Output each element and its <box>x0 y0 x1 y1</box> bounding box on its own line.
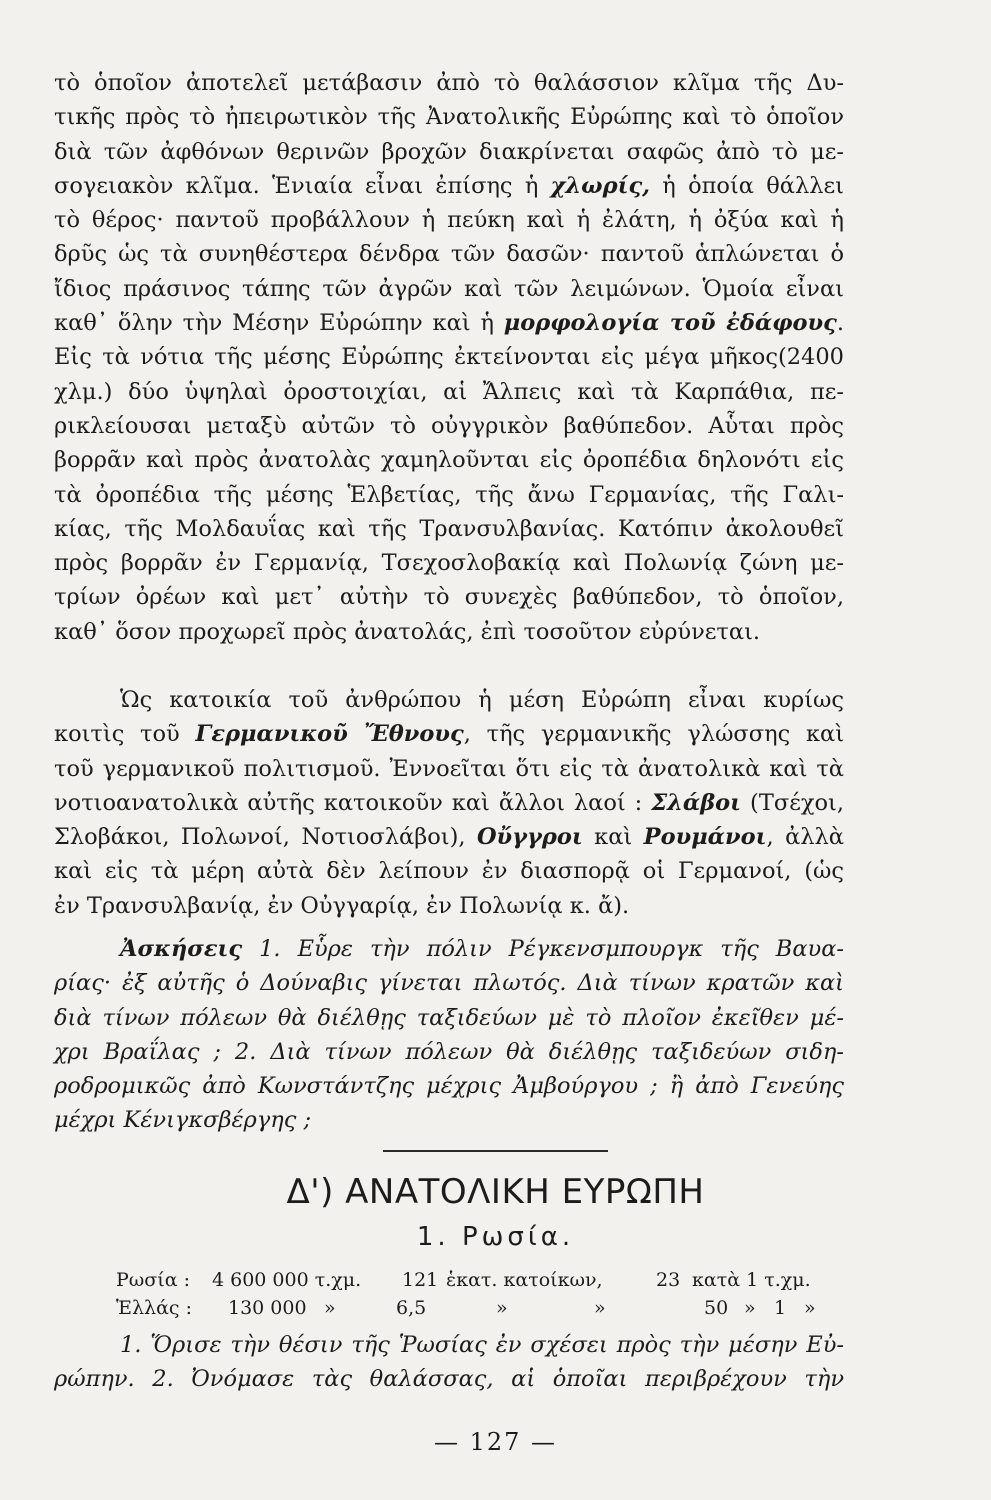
text-line: ροδρομικῶς ἀπὸ Κωνστάντζης μέχρις Ἀμβούργου ; ἢ ἀπὸ Γενεύης <box>54 1073 844 1100</box>
exercises-label: Ἀσκήσεις <box>120 936 243 962</box>
text-line: ρίας· ἐξ αὐτῆς ὁ Δούναβις γίνεται πλωτός. Διὰ τίνων κρατῶν καὶ <box>54 970 844 997</box>
text-line: τικῆς πρὸς τὸ ἠπειρωτικὸν τῆς Ἀνατολικῆς Εὐρώπης καὶ τὸ ὁποῖον <box>54 104 844 131</box>
emphasis-romanians: Ρουμάνοι <box>643 824 767 851</box>
text-line: καὶ εἰς τὰ μέρη αὐτὰ δὲν λείπουν ἐν διασπορᾷ οἱ Γερμανοί, (ὡς <box>54 858 844 885</box>
text-line: βορρᾶν καὶ πρὸς ἀνατολὰς χαμηλοῦνται εἰς ὀροπέδια δηλονότι εἰς <box>54 447 844 474</box>
text-line: τὸ ὁποῖον ἀποτελεῖ μετάβασιν ἀπὸ τὸ θαλάσσιον κλῖμα τῆς Δυ- <box>54 70 844 96</box>
text-line: δρῦς ὡς τὰ συνηθέστερα δένδρα τῶν δασῶν· παντοῦ ἁπλώνεται ὁ <box>54 241 844 268</box>
stats-ditto: » <box>496 1297 508 1319</box>
text-line: τρίων ὀρέων καὶ μετ᾿ αὐτὴν τὸ συνεχὲς βαθύπεδον, τὸ ὁποῖον, <box>54 584 844 611</box>
text-line: ἴδιος πράσινος τάπης τῶν ἀγρῶν καὶ τῶν λειμώνων. Ὁμοία εἶναι <box>54 275 844 302</box>
text-line: ἐν Τρανσυλβανίᾳ, ἐν Οὐγγαρίᾳ, ἐν Πολωνίᾳ κ. ἄ). <box>54 892 630 919</box>
text-line: καθ᾿ ὅλην τὴν Μέσην Εὐρώπην καὶ ἡ μορφολογία τοῦ ἐδάφους. <box>54 310 844 337</box>
section-divider <box>383 1150 608 1152</box>
stats-density: 50 <box>704 1297 729 1319</box>
exercises-russia <box>54 1328 844 1397</box>
chapter-title: Δ') ΑΝΑΤΟΛΙΚΗ ΕΥΡΩΠΗ <box>286 1172 705 1212</box>
stats-area: 130 000 <box>228 1297 307 1319</box>
text-line: χρι Βραΐλας ; 2. Διὰ τίνων πόλεων θὰ διέλθῃς ταξιδεύων σιδη- <box>54 1038 844 1065</box>
emphasis-flora: χλωρίς, <box>550 172 650 199</box>
text-line: ρώπην. 2. Ὀνόμασε τὰς θαλάσσας, αἱ ὁποῖαι περιβρέχουν τὴν <box>54 1366 844 1393</box>
text-line: 1. Ὅρισε τὴν θέσιν τῆς Ῥωσίας ἐν σχέσει πρὸς τὴν μέσην Εὐ- <box>120 1332 844 1358</box>
page-number: — 127 — <box>433 1428 558 1456</box>
text-line: Σλοβάκοι, Πολωνοί, Νοτιοσλάβοι), Οὔγγροι καὶ Ρουμάνοι, ἀλλὰ <box>54 824 844 851</box>
emphasis-slavs: Σλάβοι <box>651 789 742 816</box>
section-title: 1. Ρωσία. <box>416 1222 575 1252</box>
stats-one: 1 <box>774 1297 787 1319</box>
paragraph-central-europe-nature <box>54 66 844 649</box>
text-line: τὰ ὀροπέδια τῆς μέσης Ἑλβετίας, τῆς ἄνω Γερμανίας, τῆς Γαλι- <box>54 481 844 508</box>
stats-density: 23 <box>656 1269 681 1291</box>
stats-density-unit: κατὰ 1 τ.χμ. <box>692 1269 811 1291</box>
stats-row-greece <box>116 1294 816 1322</box>
emphasis-german-nation: Γερμανικοῦ Ἔθνους <box>195 721 464 748</box>
text-line: Εἰς τὰ νότια τῆς μέσης Εὐρώπης ἐκτείνονται εἰς μέγα μῆκος(2400 <box>54 344 844 371</box>
emphasis-morphology: μορφολογία τοῦ ἐδάφους <box>503 310 837 337</box>
text-line: πρὸς βορρᾶν ἐν Γερμανίᾳ, Τσεχοσλοβακίᾳ καὶ Πολωνίᾳ ζώνη με- <box>54 550 844 577</box>
text-line: Ἀσκήσεις 1. Εὗρε τὴν πόλιν Ρέγκενσμπουργκ τῆς Βαυα- <box>120 936 844 962</box>
text-line: μέχρι Κένιγκσβέργης ; <box>54 1107 312 1134</box>
text-line: κοιτὶς τοῦ Γερμανικοῦ Ἔθνους, τῆς γερμανικῆς γλώσσης καὶ <box>54 721 845 748</box>
stats-row-russia <box>116 1266 816 1294</box>
stats-country: Ἑλλάς : <box>116 1297 192 1319</box>
text-line: ρικλείουσαι μεταξὺ αὐτῶν τὸ οὐγγρικὸν βαθύπεδον. Αὗται πρὸς <box>54 412 844 439</box>
stats-population: 6,5 <box>396 1297 427 1319</box>
text-line: τὸ θέρος· παντοῦ προβάλλουν ἡ πεύκη καὶ ἡ ἐλάτη, ἡ ὀξύα καὶ ἡ <box>54 207 844 234</box>
stats-population-unit: ἑκατ. κατοίκων, <box>446 1269 603 1291</box>
stats-area: 4 600 000 τ.χμ. <box>212 1269 362 1291</box>
text-line: διὰ τῶν ἀφθόνων θερινῶν βροχῶν διακρίνεται σαφῶς ἀπὸ τὸ με- <box>54 138 844 165</box>
stats-ditto: » <box>804 1297 816 1319</box>
text-line: σογειακὸν κλῖμα. Ἑνιαία εἶναι ἐπίσης ἡ χλωρίς, ἡ ὁποία θάλλει <box>54 172 844 199</box>
stats-ditto: » <box>744 1297 756 1319</box>
stats-population: 121 <box>402 1269 439 1291</box>
exercises-central-europe <box>54 932 844 1138</box>
text-line: τοῦ γερμανικοῦ πολιτισμοῦ. Ἐννοεῖται ὅτι εἰς τὰ ἀνατολικὰ καὶ τὰ <box>54 755 844 782</box>
stats-ditto: » <box>594 1297 606 1319</box>
paragraph-peoples <box>54 683 844 923</box>
text-line: καθ᾿ ὅσον προχωρεῖ πρὸς ἀνατολάς, ἐπὶ τοσοῦτον εὐρύνεται. <box>54 618 761 645</box>
text-line: κίας, τῆς Μολδαυΐας καὶ τῆς Τρανσυλβανίας. Κατόπιν ἀκολουθεῖ <box>54 515 844 542</box>
emphasis-hungarians: Οὔγγροι <box>476 824 583 851</box>
text-line: διὰ τίνων πόλεων θὰ διέλθῃς ταξιδεύων μὲ τὸ πλοῖον ἐκεῖθεν μέ- <box>54 1004 844 1031</box>
stats-ditto: » <box>324 1297 336 1319</box>
text-line: Ὡς κατοικία τοῦ ἀνθρώπου ἡ μέση Εὐρώπη εἶναι κυρίως <box>120 687 844 713</box>
text-line: νοτιοανατολικὰ αὐτῆς κατοικοῦν καὶ ἄλλοι λαοί : Σλάβοι (Τσέχοι, <box>54 789 845 816</box>
text-line: χλμ.) δύο ὑψηλαὶ ὀροστοιχίαι, αἱ Ἄλπεις καὶ τὰ Καρπάθια, πε- <box>54 378 844 405</box>
stats-country: Ρωσία : <box>116 1269 190 1291</box>
